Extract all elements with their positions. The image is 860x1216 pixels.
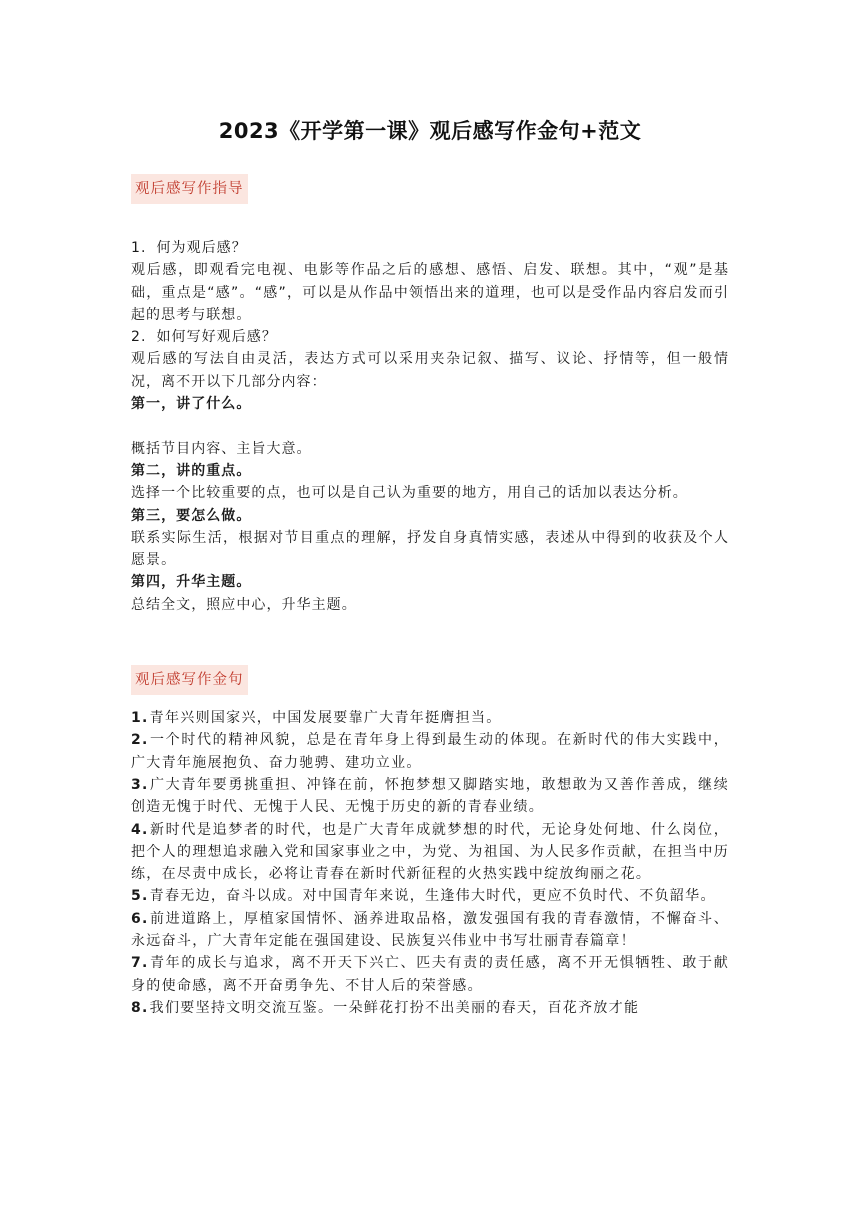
list-item-number: 2. [131,732,149,749]
part-heading: 第二，讲的重点。 [131,462,252,479]
lines-section-header [131,665,729,695]
question-2-text: 如何写好观后感？ [156,329,277,346]
part-text: 总结全文，照应中心，升华主题。 [131,596,357,613]
list-item [131,729,729,774]
list-item-number: 4. [131,821,149,838]
list-item [131,707,729,729]
list-item [131,774,729,819]
part-heading: 第一，讲了什么。 [131,396,252,413]
question-1 [131,237,729,259]
list-item [131,885,729,907]
list-item-text: 青年兴则国家兴，中国发展要靠广大青年挺膺担当。 [149,710,502,727]
list-item [131,997,729,1019]
list-item-number: 8. [131,999,149,1016]
list-item [131,952,729,997]
part-heading: 第四，升华主题。 [131,574,252,591]
guide-section-body [131,237,729,616]
list-item [131,819,729,886]
list-item [131,908,729,953]
list-item-number: 6. [131,910,149,927]
answer-1: 观后感，即观看完电视、电影等作品之后的感想、感悟、启发、联想。其中，“观”是基础，重点是“感”。“感”，可以是从作品中领悟出来的道理，也可以是受作品内容启发而引起的思考与联想。 [131,262,729,323]
question-1-number: 1. [131,240,147,256]
list-item-text: 青年的成长与追求，离不开天下兴亡、匹夫有责的责任感，离不开无惧牺牲、敢于献身的使命感，离不开奋勇争先、不甘人后的荣誉感。 [131,955,729,994]
question-1-text: 何为观后感？ [156,240,247,256]
list-item-number: 1. [131,710,149,727]
list-item-text: 一个时代的精神风貌，总是在青年身上得到最生动的体现。在新时代的伟大实践中，广大青年施展抱负、奋力驰骋、建功立业。 [131,732,729,771]
list-item-text: 我们要坚持文明交流互鉴。一朵鲜花打扮不出美丽的春天，百花齐放才能 [149,999,640,1016]
list-item-text: 青春无边，奋斗以成。对中国青年来说，生逢伟大时代，更应不负时代、不负韶华。 [149,888,716,905]
part-text: 概括节目内容、主旨大意。 [131,440,312,457]
part-text: 联系实际生活，根据对节目重点的理解，抒发自身真情实感，表述从中得到的收获及个人愿景。 [131,529,729,569]
guide-section-tag: 观后感写作指导 [131,174,248,204]
list-item-text: 前进道路上，厚植家国情怀、涵养进取品格，激发强国有我的青春激情，不懈奋斗、永远奋斗，广大青年定能在强国建设、民族复兴伟业中书写壮丽青春篇章！ [131,910,729,950]
document-title: 2023《开学第一课》观后感写作金句+范文 [218,119,642,143]
list-item-number: 7. [131,955,149,972]
list-item-text: 新时代是追梦者的时代，也是广大青年成就梦想的时代，无论身处何地、什么岗位，把个人的理想追求融入党和国家事业之中，为党、为祖国、为人民多作贡献，在担当中历练，在尽责中成长，必将让青春在新时代新征程的火热实践中绽放绚丽之花。 [131,821,729,883]
list-item-number: 5. [131,888,149,905]
list-item-text: 广大青年要勇挑重担、冲锋在前，怀抱梦想又脚踏实地，敢想敢为又善作善成，继续创造无愧于时代、无愧于人民、无愧于历史的新的青春业绩。 [131,776,729,816]
question-2 [131,326,729,348]
lines-section-tag: 观后感写作金句 [131,665,248,695]
guide-section-header [131,174,729,204]
part-heading: 第三，要怎么做。 [131,507,252,524]
lines-section-body [131,707,729,1019]
list-item-number: 3. [131,776,149,793]
answer-2: 观后感的写法自由灵活，表达方式可以采用夹杂记叙、描写、议论、抒情等，但一般情况，离不开以下几部分内容： [131,351,729,390]
spacer [131,415,729,437]
question-2-number: 2. [131,329,147,346]
part-text: 选择一个比较重要的点，也可以是自己认为重要的地方，用自己的话加以表达分析。 [131,485,688,502]
